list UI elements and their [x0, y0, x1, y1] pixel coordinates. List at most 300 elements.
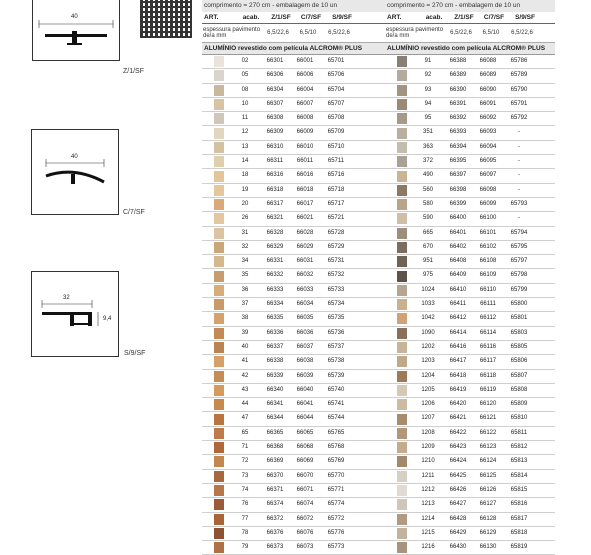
code-s9sf: - [518, 129, 520, 136]
code-c7sf: 66028 [296, 229, 314, 236]
code-s9sf: 65789 [510, 72, 528, 79]
code-s9sf: 65765 [327, 429, 345, 436]
code-z1sf: 66316 [266, 172, 284, 179]
finish-swatch [397, 399, 407, 410]
table-row [385, 227, 555, 241]
finish-code: 1024 [421, 286, 435, 293]
code-s9sf: 65769 [327, 458, 345, 465]
finish-swatch [397, 499, 407, 510]
table-info: comprimento = 270 cm - embalagem de 10 un [202, 0, 389, 12]
finish-code: 1216 [421, 544, 435, 551]
finish-swatch [397, 99, 407, 110]
code-c7sf: 66038 [296, 358, 314, 365]
table-row [202, 527, 389, 541]
finish-code: 35 [241, 272, 249, 279]
finish-code: 1208 [421, 429, 435, 436]
code-c7sf: 66088 [479, 58, 497, 64]
code-c7sf: 66116 [479, 343, 497, 350]
code-c7sf: 66016 [296, 172, 314, 179]
table-row [385, 169, 555, 183]
table-row [385, 513, 555, 527]
table-row [385, 455, 555, 469]
code-c7sf: 66074 [296, 501, 314, 508]
code-c7sf: 66099 [479, 200, 497, 207]
code-z1sf: 66335 [266, 315, 284, 322]
code-s9sf: 65801 [510, 315, 528, 322]
finish-swatch [397, 228, 407, 239]
finish-code: 1209 [421, 444, 435, 451]
finish-code: 39 [241, 329, 249, 336]
code-c7sf: 66120 [479, 401, 497, 408]
finish-code: 74 [241, 486, 249, 493]
s9sf-height-label: 9,4 [103, 316, 112, 322]
code-c7sf: 66036 [296, 329, 314, 336]
code-c7sf: 66006 [296, 72, 314, 79]
table-row [385, 155, 555, 169]
code-s9sf: 65736 [327, 329, 345, 336]
code-c7sf: 66097 [479, 172, 497, 179]
code-s9sf: 65806 [510, 358, 528, 365]
table-row [202, 412, 389, 426]
finish-code: 951 [422, 258, 433, 265]
finish-swatch [214, 299, 224, 310]
section-title: ALUMÍNIO revestido com película ALCROM® PLUS [202, 43, 389, 55]
code-z1sf: 66424 [449, 458, 467, 465]
code-s9sf: 65770 [327, 472, 345, 479]
finish-code: 1204 [421, 372, 435, 379]
table-row [202, 384, 389, 398]
code-z1sf: 66421 [449, 415, 467, 422]
finish-code: 78 [241, 529, 249, 536]
section-title: ALUMÍNIO revestido com película ALCROM® PLUS [385, 43, 555, 55]
table-row [202, 227, 389, 241]
table-row [385, 112, 555, 126]
finish-code: 95 [424, 115, 432, 122]
code-c7sf: 66017 [296, 200, 314, 207]
code-s9sf: 65737 [327, 343, 345, 350]
code-s9sf: 65707 [327, 100, 345, 107]
finish-swatch [214, 242, 224, 253]
code-z1sf: 66337 [266, 343, 284, 350]
table-row [385, 84, 555, 98]
table-info: comprimento = 270 cm - embalagem de 10 un [385, 0, 555, 12]
finish-code: 41 [241, 358, 249, 365]
code-s9sf: 65733 [327, 286, 345, 293]
finish-swatch [214, 528, 224, 539]
finish-code: 670 [422, 243, 433, 250]
code-c7sf: 66065 [296, 429, 314, 436]
code-c7sf: 66037 [296, 343, 314, 350]
finish-swatch [214, 514, 224, 525]
finish-swatch [214, 85, 224, 96]
code-s9sf: 65790 [510, 86, 528, 93]
code-c7sf: 66123 [479, 444, 497, 451]
code-z1sf: 66308 [266, 115, 284, 122]
table-row [385, 441, 555, 455]
thickness-s: 6,5/22,6 [511, 30, 533, 36]
profile-c7sf-drawing [31, 129, 119, 215]
code-z1sf: 66311 [266, 158, 284, 165]
finish-swatch [397, 113, 407, 124]
table-row [385, 69, 555, 83]
thickness-row [202, 24, 389, 43]
finish-code: 65 [241, 429, 249, 436]
c7sf-profile-shape [32, 130, 118, 214]
finish-code: 1202 [421, 343, 435, 350]
code-c7sf: 66076 [296, 529, 314, 536]
table-body [202, 55, 389, 555]
code-z1sf: 66417 [449, 358, 467, 365]
finish-swatch [397, 328, 407, 339]
table-row [202, 398, 389, 412]
code-z1sf: 66398 [449, 186, 467, 193]
finish-code: 975 [422, 272, 433, 279]
finish-swatch [397, 242, 407, 253]
code-s9sf: - [518, 186, 520, 193]
finish-swatch [397, 199, 407, 210]
finish-swatch [214, 356, 224, 367]
code-c7sf: 66127 [479, 501, 497, 508]
code-z1sf: 66338 [266, 358, 284, 365]
finish-code: 72 [241, 458, 249, 465]
finish-code: 1206 [421, 401, 435, 408]
code-z1sf: 66418 [449, 372, 467, 379]
table-header-row [202, 12, 389, 24]
code-s9sf: 65808 [510, 386, 528, 393]
finish-swatch [214, 113, 224, 124]
code-z1sf: 66369 [266, 458, 284, 465]
code-z1sf: 66333 [266, 286, 284, 293]
profile-z1sf-drawing [32, 0, 120, 61]
code-c7sf: 66090 [479, 86, 497, 93]
code-c7sf: 66117 [479, 358, 497, 365]
table-row [202, 484, 389, 498]
code-c7sf: 66119 [479, 386, 497, 393]
table-row [202, 184, 389, 198]
table-row [202, 84, 389, 98]
code-c7sf: 66010 [296, 143, 314, 150]
finish-swatch [214, 456, 224, 467]
finish-code: 43 [241, 386, 249, 393]
code-c7sf: 66126 [479, 486, 497, 493]
finish-swatch [214, 213, 224, 224]
finish-swatch [397, 142, 407, 153]
code-c7sf: 66039 [296, 372, 314, 379]
code-c7sf: 66095 [479, 158, 497, 165]
finish-swatch [397, 471, 407, 482]
table-row [385, 370, 555, 384]
code-s9sf: 65732 [327, 272, 345, 279]
code-z1sf: 66427 [449, 501, 467, 508]
code-z1sf: 66391 [449, 100, 467, 107]
code-z1sf: 66318 [266, 186, 284, 193]
s9sf-profile-shape [32, 272, 118, 356]
code-c7sf: 66098 [479, 186, 497, 193]
code-z1sf: 66389 [449, 72, 467, 79]
code-s9sf: 65800 [510, 301, 528, 308]
code-z1sf: 66412 [449, 315, 467, 322]
table-row [202, 355, 389, 369]
code-s9sf: 65776 [327, 529, 345, 536]
finish-code: 1212 [421, 486, 435, 493]
code-s9sf: 65772 [327, 515, 345, 522]
finish-swatch [214, 313, 224, 324]
finish-code: 1033 [421, 301, 435, 308]
finish-swatch [214, 99, 224, 110]
finish-swatch [397, 313, 407, 324]
code-c7sf: 66101 [479, 229, 497, 236]
code-s9sf: 65711 [327, 158, 345, 165]
finish-swatch [214, 414, 224, 425]
thickness-z: 6,5/22,6 [450, 30, 472, 36]
code-s9sf: 65805 [510, 343, 528, 350]
profile-code-c7sf: C/7/SF [123, 209, 145, 216]
finish-swatch [397, 185, 407, 196]
code-z1sf: 66408 [449, 258, 467, 265]
code-s9sf: - [518, 143, 520, 150]
code-s9sf: 65728 [327, 229, 345, 236]
finish-code: 1210 [421, 458, 435, 465]
code-s9sf: 65791 [510, 100, 528, 107]
code-c7sf: 66011 [296, 158, 314, 165]
code-z1sf: 66426 [449, 486, 467, 493]
finish-swatch [214, 499, 224, 510]
code-z1sf: 66395 [449, 158, 467, 165]
code-z1sf: 66371 [266, 486, 284, 493]
code-s9sf: 65795 [510, 243, 528, 250]
finish-swatch [214, 156, 224, 167]
finish-swatch [397, 213, 407, 224]
finish-swatch [397, 256, 407, 267]
code-z1sf: 66401 [449, 229, 467, 236]
table-row [202, 55, 389, 69]
finish-code: 372 [422, 158, 433, 165]
finish-swatch [397, 371, 407, 382]
code-z1sf: 66339 [266, 372, 284, 379]
code-s9sf: 65709 [327, 129, 345, 136]
finish-swatch [397, 456, 407, 467]
code-z1sf: 66331 [266, 258, 284, 265]
code-c7sf: 66004 [296, 86, 314, 93]
code-z1sf: 66372 [266, 515, 284, 522]
finish-code: 47 [241, 415, 249, 422]
table-row [202, 513, 389, 527]
code-c7sf: 66114 [479, 329, 497, 336]
code-c7sf: 66018 [296, 186, 314, 193]
col-c7sf: C/7/SF [300, 14, 322, 21]
code-z1sf: 66328 [266, 229, 284, 236]
code-s9sf: 65708 [327, 115, 345, 122]
code-c7sf: 66031 [296, 258, 314, 265]
finish-code: 20 [241, 200, 249, 207]
code-s9sf: 65814 [510, 472, 528, 479]
code-z1sf: 66329 [266, 243, 284, 250]
finish-code: 665 [422, 229, 433, 236]
code-z1sf: 66336 [266, 329, 284, 336]
finish-swatch [214, 442, 224, 453]
code-c7sf: 66089 [479, 72, 497, 79]
finish-swatch [397, 128, 407, 139]
code-c7sf: 66034 [296, 301, 314, 308]
finish-code: 76 [241, 501, 249, 508]
code-s9sf: 65794 [510, 229, 528, 236]
code-s9sf: 65810 [510, 415, 528, 422]
code-s9sf: 65813 [510, 458, 528, 465]
code-c7sf: 66073 [296, 544, 314, 551]
table-row [385, 98, 555, 112]
finish-swatch [397, 156, 407, 167]
finish-swatch [214, 385, 224, 396]
code-c7sf: 66008 [296, 115, 314, 122]
code-s9sf: 65738 [327, 358, 345, 365]
finish-code: 590 [422, 215, 433, 222]
code-c7sf: 66125 [479, 472, 497, 479]
code-z1sf: 66392 [449, 115, 467, 122]
code-c7sf: 66072 [296, 515, 314, 522]
finish-swatch [214, 428, 224, 439]
finish-swatch [214, 70, 224, 81]
code-c7sf: 66102 [479, 243, 497, 250]
code-z1sf: 66388 [449, 58, 467, 64]
code-z1sf: 66365 [266, 429, 284, 436]
finish-swatch [397, 285, 407, 296]
table-row [202, 312, 389, 326]
code-c7sf: 66108 [479, 258, 497, 265]
finish-swatch [214, 285, 224, 296]
table-row [385, 541, 555, 555]
table-row [202, 341, 389, 355]
finish-code: 94 [424, 100, 432, 107]
col-acab: acab. [425, 14, 443, 21]
code-z1sf: 66307 [266, 100, 284, 107]
code-c7sf: 66118 [479, 372, 497, 379]
finish-swatch [397, 414, 407, 425]
finish-swatch [397, 385, 407, 396]
thickness-row [385, 24, 555, 43]
code-s9sf: 65716 [327, 172, 345, 179]
table-row [202, 126, 389, 140]
col-acab: acab. [242, 14, 260, 21]
code-c7sf: 66029 [296, 243, 314, 250]
thickness-label: espessura pavimento de/a mm [203, 27, 261, 39]
code-s9sf: 65741 [327, 401, 345, 408]
table-row [385, 384, 555, 398]
finish-swatch [214, 542, 224, 553]
code-s9sf: 65739 [327, 372, 345, 379]
code-s9sf: 65798 [510, 272, 528, 279]
code-s9sf: 65773 [327, 544, 345, 551]
code-z1sf: 66321 [266, 215, 284, 222]
table-row [385, 498, 555, 512]
profile-s9sf-drawing [31, 271, 119, 357]
code-s9sf: 65792 [510, 115, 528, 122]
code-s9sf: 65818 [510, 529, 528, 536]
finish-code: 1205 [421, 386, 435, 393]
code-z1sf: 66376 [266, 529, 284, 536]
finish-swatch [214, 185, 224, 196]
code-z1sf: 66344 [266, 415, 284, 422]
table-row [202, 241, 389, 255]
code-s9sf: 65786 [510, 58, 528, 64]
code-c7sf: 66033 [296, 286, 314, 293]
code-z1sf: 66397 [449, 172, 467, 179]
finish-code: 79 [241, 544, 249, 551]
table-row [202, 370, 389, 384]
finish-code: 1211 [421, 472, 435, 479]
finish-code: 44 [241, 401, 249, 408]
table-row [385, 312, 555, 326]
code-z1sf: 66410 [449, 286, 467, 293]
table-row [385, 269, 555, 283]
finish-swatch [397, 356, 407, 367]
finish-code: 05 [241, 72, 249, 79]
table-row [385, 184, 555, 198]
thickness-c: 6,5/10 [299, 30, 317, 36]
code-z1sf: 66429 [449, 529, 467, 536]
table-row [202, 455, 389, 469]
code-c7sf: 66092 [479, 115, 497, 122]
table-row [202, 255, 389, 269]
thickness-s: 6,5/22,6 [328, 30, 350, 36]
finish-code: 40 [241, 343, 249, 350]
col-s9sf: S/9/SF [515, 14, 535, 21]
code-s9sf: 65704 [327, 86, 345, 93]
code-z1sf: 66430 [449, 544, 467, 551]
code-z1sf: 66399 [449, 200, 467, 207]
code-z1sf: 66425 [449, 472, 467, 479]
code-c7sf: 66128 [479, 515, 497, 522]
code-s9sf: 65721 [327, 215, 345, 222]
table-row [385, 241, 555, 255]
table-row [385, 126, 555, 140]
code-z1sf: 66370 [266, 472, 284, 479]
finish-swatch [397, 442, 407, 453]
table-row [202, 541, 389, 555]
finish-swatch [397, 271, 407, 282]
table-row [202, 269, 389, 283]
table-row [202, 427, 389, 441]
code-z1sf: 66419 [449, 386, 467, 393]
finish-code: 34 [241, 258, 249, 265]
z1sf-width-label: 40 [71, 14, 78, 20]
finish-code: 26 [241, 215, 249, 222]
finish-code: 14 [241, 158, 249, 165]
table-row [202, 169, 389, 183]
finish-swatch [214, 256, 224, 267]
table-row [202, 327, 389, 341]
finish-swatch [397, 528, 407, 539]
code-c7sf: 66044 [296, 415, 314, 422]
col-z1sf: Z/1/SF [454, 14, 474, 21]
table-row [202, 98, 389, 112]
code-z1sf: 66423 [449, 444, 467, 451]
thickness-c: 6,5/10 [482, 30, 500, 36]
code-c7sf: 66040 [296, 386, 314, 393]
finish-code: 36 [241, 286, 249, 293]
code-s9sf: 65817 [510, 515, 528, 522]
code-z1sf: 66374 [266, 501, 284, 508]
code-s9sf: 65812 [510, 444, 528, 451]
code-z1sf: 66422 [449, 429, 467, 436]
thickness-z: 6,5/22,6 [267, 30, 289, 36]
table-row [385, 212, 555, 226]
code-s9sf: - [518, 158, 520, 165]
table-row [202, 212, 389, 226]
code-z1sf: 66411 [449, 301, 467, 308]
code-c7sf: 66041 [296, 401, 314, 408]
finish-swatch [214, 199, 224, 210]
code-c7sf: 66070 [296, 472, 314, 479]
